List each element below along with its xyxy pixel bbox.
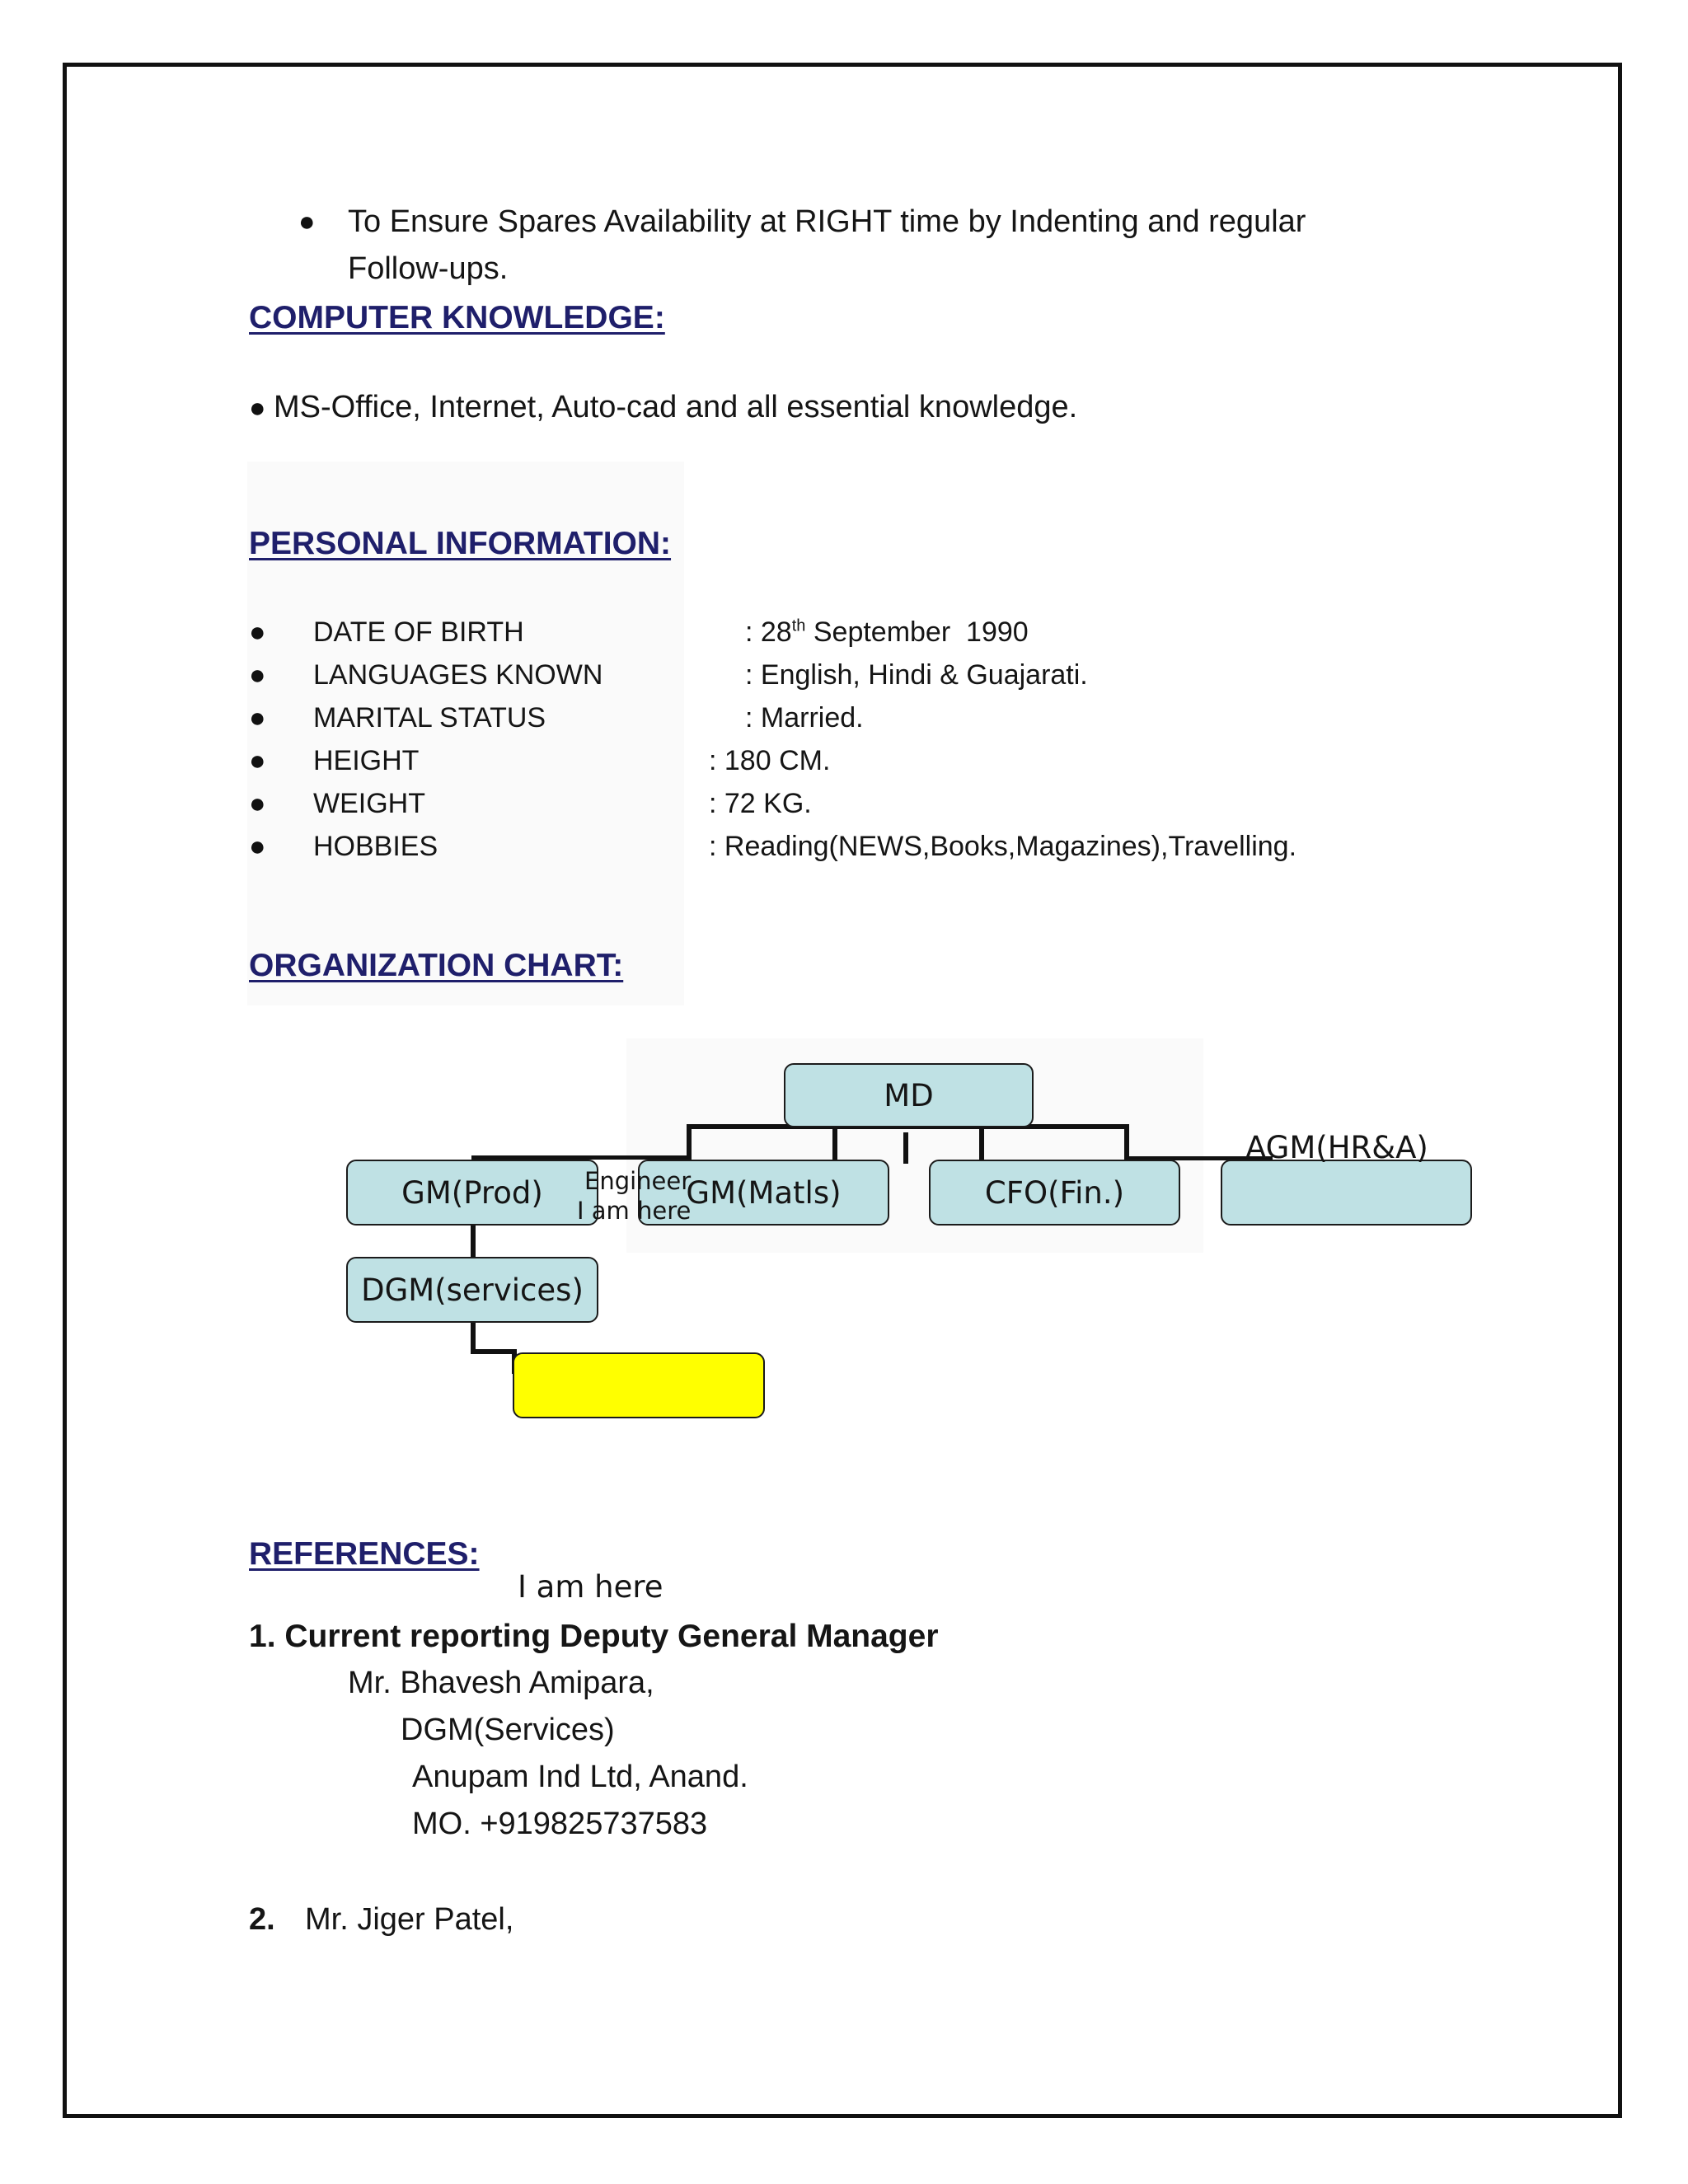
pi-value-weight: : 72 KG. [709,788,812,819]
org-label-agm: AGM(HR&A) [1245,1130,1428,1165]
bullet-dot: ● [249,659,266,691]
reference-2-name: Mr. Jiger Patel, [305,1902,514,1937]
reference-1-designation: DGM(Services) [401,1713,615,1747]
reference-2-number: 2. [249,1902,275,1937]
org-box-engineer [513,1352,765,1418]
bullet-dot: ● [249,392,266,424]
pi-value-dob: : 28th September 1990 [745,616,1029,648]
computer-knowledge-item: MS-Office, Internet, Auto-cad and all essential knowledge. [274,390,1078,424]
computer-knowledge-heading: COMPUTER KNOWLEDGE: [249,300,665,335]
org-box-gm-prod: GM(Prod) [346,1160,598,1226]
org-box-gm-matls: GM(Matls) [638,1160,889,1226]
reference-1-mobile: MO. +919825737583 [412,1807,708,1841]
org-connector [471,1225,476,1259]
intro-bullet-line1: To Ensure Spares Availability at RIGHT time by Indenting and regular [348,204,1306,239]
org-label-engineer: Engineer [584,1167,692,1195]
reference-1-title: 1. Current reporting Deputy General Manager [249,1619,939,1654]
reference-1-name: Mr. Bhavesh Amipara, [348,1666,654,1700]
pi-value-marital: : Married. [745,702,864,733]
pi-label-dob: DATE OF BIRTH [313,616,524,648]
pi-label-hobbies: HOBBIES [313,831,438,862]
bullet-dot: ● [249,831,266,862]
org-connector [979,1124,984,1160]
pi-label-marital: MARITAL STATUS [313,702,546,733]
org-box-cfo: CFO(Fin.) [929,1160,1180,1226]
intro-bullet-line2: Follow-ups. [348,251,509,286]
pi-value-hobbies: : Reading(NEWS,Books,Magazines),Travelling. [709,831,1297,862]
pi-label-height: HEIGHT [313,745,420,776]
bullet-dot: ● [249,616,266,648]
pi-label-weight: WEIGHT [313,788,425,819]
org-connector [471,1349,517,1354]
bullet-dot: ● [249,745,266,776]
pi-label-languages: LANGUAGES KNOWN [313,659,603,691]
org-connector [903,1132,908,1164]
bullet-dot: ● [298,206,316,237]
references-i-am-here: I am here [518,1569,663,1605]
organization-chart-heading: ORGANIZATION CHART: [249,948,624,983]
org-box-md: MD [784,1063,1034,1127]
reference-1-company: Anupam Ind Ltd, Anand. [412,1760,748,1794]
pi-value-languages: : English, Hindi & Guajarati. [745,659,1088,691]
org-label-i-am-here: I am here [577,1197,692,1225]
bullet-dot: ● [249,788,266,819]
org-connector [832,1124,837,1160]
bullet-dot: ● [249,702,266,733]
org-connector [1124,1124,1129,1160]
org-box-agm [1221,1160,1472,1226]
org-box-dgm: DGM(services) [346,1257,598,1323]
pi-value-height: : 180 CM. [709,745,831,776]
personal-information-heading: PERSONAL INFORMATION: [249,526,672,561]
references-heading: REFERENCES: [249,1536,480,1572]
